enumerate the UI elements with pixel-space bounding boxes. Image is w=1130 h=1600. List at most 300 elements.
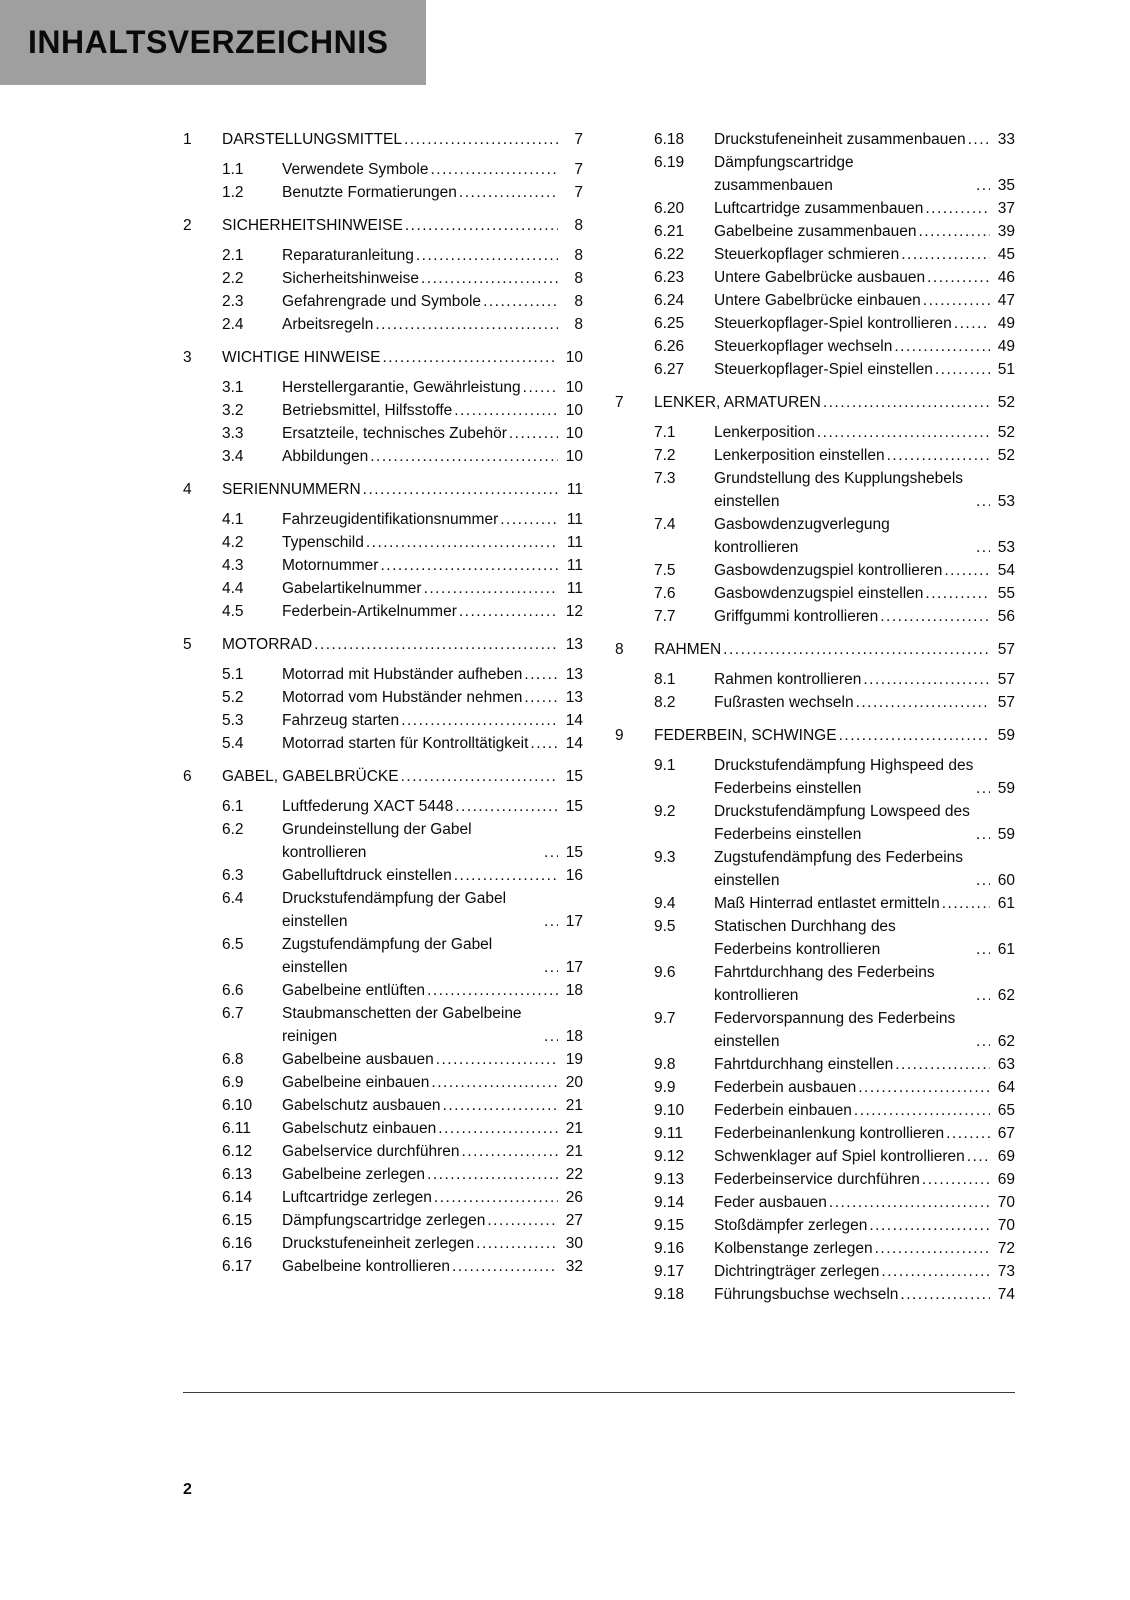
toc-section-entry [183, 290, 583, 313]
toc-entry-page: 59 [997, 780, 1015, 797]
dot-leader [925, 582, 990, 605]
toc-entry-number: 4 [183, 481, 192, 498]
toc-entry-page: 30 [565, 1235, 583, 1252]
toc-entry-number: 7.2 [654, 447, 676, 464]
toc-entry-number: 6.4 [222, 890, 244, 907]
toc-section-entry [615, 582, 1015, 605]
toc-section-entry [183, 313, 583, 336]
toc-entry-page: 54 [997, 562, 1015, 579]
dot-leader [946, 1122, 990, 1145]
toc-entry-number: 4.5 [222, 603, 244, 620]
toc-entry-title: Schwenklager auf Spiel kontrollieren [714, 1148, 965, 1165]
toc-entry-title: Steuerkopflager-Spiel einstellen [714, 361, 933, 378]
toc-entry-number: 7.5 [654, 562, 676, 579]
dot-leader [976, 938, 990, 961]
toc-section-entry [183, 1094, 583, 1117]
toc-entry-page: 67 [997, 1125, 1015, 1142]
toc-section-entry [615, 605, 1015, 628]
toc-entry-number: 9.14 [654, 1194, 685, 1211]
toc-entry-page: 8 [574, 293, 583, 310]
toc-section-entry [183, 887, 583, 933]
toc-entry-page: 64 [997, 1079, 1015, 1096]
dot-leader [523, 376, 558, 399]
dot-leader [459, 181, 558, 204]
toc-entry-page: 61 [997, 895, 1015, 912]
dot-leader [382, 346, 558, 369]
dot-leader [723, 638, 990, 661]
dot-leader [976, 823, 990, 846]
toc-entry-number: 2.3 [222, 293, 244, 310]
dot-leader [923, 289, 990, 312]
toc-column-right [615, 128, 1015, 1306]
toc-entry-page: 60 [997, 872, 1015, 889]
dot-leader [863, 668, 990, 691]
dot-leader [427, 979, 558, 1002]
toc-entry-number: 3.3 [222, 425, 244, 442]
toc-section-entry [615, 151, 1015, 197]
toc-entry-page: 11 [566, 481, 583, 498]
toc-chapter-entry [183, 633, 583, 656]
toc-entry-title: Luftcartridge zerlegen [282, 1189, 432, 1206]
toc-entry-title: Grundstellung des Kupplungshebels einstellen [714, 470, 964, 510]
toc-entry-number: 6.24 [654, 292, 685, 309]
toc-section-entry [615, 220, 1015, 243]
toc-entry-number: 7 [615, 394, 624, 411]
dot-leader [823, 391, 990, 414]
toc-entry-number: 4.1 [222, 511, 244, 528]
toc-entry-number: 6.2 [222, 821, 244, 838]
toc-section-entry [183, 577, 583, 600]
dot-leader [875, 1237, 990, 1260]
toc-section-entry [183, 1232, 583, 1255]
toc-entry-number: 6.12 [222, 1143, 253, 1160]
dot-leader [942, 892, 990, 915]
toc-entry-number: 9.10 [654, 1102, 685, 1119]
toc-section-entry [615, 197, 1015, 220]
dot-leader [544, 1025, 558, 1048]
dot-leader [363, 478, 558, 501]
toc-section-entry [615, 289, 1015, 312]
dot-leader [927, 266, 990, 289]
toc-entry-title: Gabelservice durchführen [282, 1143, 460, 1160]
toc-entry-title: Stoßdämpfer zerlegen [714, 1217, 868, 1234]
toc-entry-page: 7 [574, 131, 583, 148]
toc-section-entry [183, 1163, 583, 1186]
toc-chapter-entry [615, 391, 1015, 414]
toc-entry-page: 10 [565, 379, 583, 396]
toc-entry-title: Motorrad vom Hubständer nehmen [282, 689, 523, 706]
toc-entry-title: Druckstufeneinheit zerlegen [282, 1235, 475, 1252]
toc-entry-title: Typenschild [282, 534, 364, 551]
toc-entry-page: 10 [565, 425, 583, 442]
dot-leader [524, 663, 558, 686]
toc-section-entry [615, 668, 1015, 691]
toc-entry-number: 5.2 [222, 689, 244, 706]
dot-leader [895, 1053, 990, 1076]
toc-entry-page: 46 [997, 269, 1015, 286]
toc-entry-number: 6.16 [222, 1235, 253, 1252]
toc-section-entry [183, 709, 583, 732]
dot-leader [375, 313, 558, 336]
toc-entry-title: SERIENNUMMERN [222, 481, 361, 498]
toc-section-entry [615, 915, 1015, 961]
toc-entry-title: Steuerkopflager wechseln [714, 338, 893, 355]
toc-entry-title: Motorrad mit Hubständer aufheben [282, 666, 523, 683]
toc-entry-page: 62 [997, 1033, 1015, 1050]
toc-entry-page: 70 [997, 1194, 1015, 1211]
toc-section-entry [183, 554, 583, 577]
toc-section-entry [615, 1099, 1015, 1122]
toc-entry-page: 11 [566, 534, 583, 551]
toc-entry-page: 52 [997, 447, 1015, 464]
toc-entry-title: Fahrzeug starten [282, 712, 400, 729]
toc-entry-number: 6.6 [222, 982, 244, 999]
toc-entry-number: 7.4 [654, 516, 676, 533]
toc-section-entry [183, 600, 583, 623]
toc-entry-number: 6.23 [654, 269, 685, 286]
toc-entry-number: 6.11 [222, 1120, 252, 1137]
toc-entry-title: Dichtringträger zerlegen [714, 1263, 880, 1280]
toc-entry-number: 6.13 [222, 1166, 253, 1183]
toc-section-entry [615, 467, 1015, 513]
toc-entry-title: Griffgummi kontrollieren [714, 608, 879, 625]
toc-section-entry [615, 800, 1015, 846]
toc-entry-title: Gefahrengrade und Symbole [282, 293, 482, 310]
toc-entry-page: 10 [565, 349, 583, 366]
toc-section-entry [183, 445, 583, 468]
toc-entry-page: 15 [565, 768, 583, 785]
toc-entry-number: 9.5 [654, 918, 676, 935]
toc-entry-title: Gasbowdenzugspiel kontrollieren [714, 562, 943, 579]
dot-leader [421, 267, 558, 290]
toc-column-left [183, 128, 583, 1306]
dot-leader [839, 724, 990, 747]
toc-section-entry [183, 663, 583, 686]
toc-entry-number: 9.4 [654, 895, 676, 912]
toc-entry-number: 3.2 [222, 402, 244, 419]
page-header [0, 0, 426, 85]
toc-entry-number: 6.21 [654, 223, 685, 240]
dot-leader [856, 691, 990, 714]
toc-entry-page: 49 [997, 315, 1015, 332]
toc-entry-title: Abbildungen [282, 448, 369, 465]
toc-entry-number: 6.26 [654, 338, 685, 355]
dot-leader [544, 956, 558, 979]
dot-leader [401, 709, 558, 732]
dot-leader [944, 559, 990, 582]
toc-entry-number: 6.14 [222, 1189, 253, 1206]
toc-entry-title: Steuerkopflager schmieren [714, 246, 900, 263]
toc-entry-title: Statischen Durchhang des Federbeins kontrollieren [714, 918, 896, 958]
toc-entry-page: 18 [565, 1028, 583, 1045]
toc-entry-title: Herstellergarantie, Gewährleistung [282, 379, 521, 396]
toc-entry-page: 17 [565, 913, 583, 930]
toc-entry-number: 9.13 [654, 1171, 685, 1188]
toc-entry-page: 55 [997, 585, 1015, 602]
toc-section-entry [615, 1076, 1015, 1099]
toc-entry-page: 57 [997, 694, 1015, 711]
toc-section-entry [183, 1048, 583, 1071]
toc-entry-title: Gasbowdenzugverlegung kontrollieren [714, 516, 890, 556]
toc-entry-number: 6.17 [222, 1258, 253, 1275]
toc-section-entry [615, 559, 1015, 582]
toc-entry-title: Gabelschutz einbauen [282, 1120, 437, 1137]
toc-entry-number: 6.1 [222, 798, 244, 815]
dot-leader [530, 732, 558, 755]
toc-entry-number: 8.1 [654, 671, 676, 688]
toc-entry-number: 5 [183, 636, 192, 653]
toc-entry-title: Motorrad starten für Kontrolltätigkeit [282, 735, 529, 752]
toc-section-entry [183, 376, 583, 399]
dot-leader [544, 841, 558, 864]
toc-entry-title: Federbeinanlenkung kontrollieren [714, 1125, 945, 1142]
toc-entry-page: 13 [565, 636, 583, 653]
toc-entry-page: 14 [565, 712, 583, 729]
toc-section-entry [615, 1191, 1015, 1214]
toc-section-entry [615, 1145, 1015, 1168]
dot-leader [416, 244, 558, 267]
toc-entry-number: 5.1 [222, 666, 244, 683]
toc-entry-number: 1 [183, 131, 192, 148]
toc-entry-page: 45 [997, 246, 1015, 263]
toc-entry-title: Gabelbeine einbauen [282, 1074, 430, 1091]
toc-entry-page: 56 [997, 608, 1015, 625]
toc-section-entry [183, 795, 583, 818]
toc-section-entry [183, 1140, 583, 1163]
toc-entry-title: Fußrasten wechseln [714, 694, 854, 711]
toc-entry-page: 10 [565, 448, 583, 465]
toc-entry-title: Maß Hinterrad entlastet ermitteln [714, 895, 940, 912]
toc-entry-number: 9.11 [654, 1125, 684, 1142]
toc-entry-title: Staubmanschetten der Gabelbeine reinigen [282, 1005, 522, 1045]
toc-entry-title: Gabelbeine entlüften [282, 982, 426, 999]
toc-entry-page: 39 [997, 223, 1015, 240]
toc-entry-number: 6.10 [222, 1097, 253, 1114]
toc-section-entry [615, 846, 1015, 892]
page-title: INHALTSVERZEICHNIS [28, 24, 389, 60]
dot-leader [976, 984, 990, 1007]
toc-entry-title: Verwendete Symbole [282, 161, 429, 178]
toc-section-entry [615, 266, 1015, 289]
toc-entry-number: 4.3 [222, 557, 244, 574]
toc-section-entry [183, 818, 583, 864]
dot-leader [881, 1260, 990, 1283]
dot-leader [976, 490, 990, 513]
toc-entry-number: 6.5 [222, 936, 244, 953]
toc-entry-title: MOTORRAD [222, 636, 313, 653]
toc-entry-page: 51 [997, 361, 1015, 378]
toc-entry-page: 21 [565, 1097, 583, 1114]
toc-entry-title: Gabelbeine zerlegen [282, 1166, 426, 1183]
dot-leader [434, 1186, 558, 1209]
toc-chapter-entry [615, 724, 1015, 747]
toc-entry-page: 17 [565, 959, 583, 976]
toc-entry-page: 11 [566, 580, 583, 597]
toc-entry-title: Ersatzteile, technisches Zubehör [282, 425, 507, 442]
toc-entry-number: 6.19 [654, 154, 685, 171]
toc-entry-page: 61 [997, 941, 1015, 958]
toc-entry-page: 15 [565, 798, 583, 815]
toc-entry-page: 13 [565, 666, 583, 683]
toc-entry-title: Grundeinstellung der Gabel kontrollieren [282, 821, 472, 861]
toc-section-entry [615, 1122, 1015, 1145]
toc-chapter-entry [183, 128, 583, 151]
toc-entry-title: Führungsbuchse wechseln [714, 1286, 899, 1303]
toc-entry-title: Federvorspannung des Federbeins einstellen [714, 1010, 956, 1050]
toc-entry-title: Druckstufendämpfung Highspeed des Federbeins einstellen [714, 757, 974, 797]
footer-page-number: 2 [183, 1481, 192, 1498]
dot-leader [452, 1255, 558, 1278]
toc-entry-number: 8.2 [654, 694, 676, 711]
toc-entry-page: 53 [997, 493, 1015, 510]
dot-leader [443, 1094, 558, 1117]
toc-chapter-entry [183, 214, 583, 237]
toc-entry-title: Druckstufendämpfung Lowspeed des Federbeins einstellen [714, 803, 970, 843]
toc-entry-title: Motornummer [282, 557, 379, 574]
dot-leader [455, 795, 558, 818]
toc-entry-number: 6.22 [654, 246, 685, 263]
toc-entry-page: 8 [574, 270, 583, 287]
dot-leader [967, 1145, 990, 1168]
toc-entry-number: 7.7 [654, 608, 676, 625]
toc-entry-page: 11 [566, 557, 583, 574]
toc-entry-page: 47 [997, 292, 1015, 309]
toc-section-entry [615, 1168, 1015, 1191]
dot-leader [401, 765, 558, 788]
toc-section-entry [183, 933, 583, 979]
toc-entry-title: SICHERHEITSHINWEISE [222, 217, 403, 234]
dot-leader [544, 910, 558, 933]
toc-entry-number: 2 [183, 217, 192, 234]
dot-leader [370, 445, 558, 468]
toc-entry-title: Benutzte Formatierungen [282, 184, 457, 201]
toc-section-entry [183, 267, 583, 290]
toc-entry-title: WICHTIGE HINWEISE [222, 349, 381, 366]
toc-section-entry [183, 422, 583, 445]
toc-entry-page: 32 [565, 1258, 583, 1275]
dot-leader [438, 1117, 558, 1140]
dot-leader [487, 1209, 558, 1232]
toc-entry-page: 19 [565, 1051, 583, 1068]
dot-leader [900, 1283, 990, 1306]
toc-entry-title: Kolbenstange zerlegen [714, 1240, 873, 1257]
toc-entry-number: 1.1 [222, 161, 244, 178]
toc-entry-number: 8 [615, 641, 624, 658]
toc-entry-title: Gabelluftdruck einstellen [282, 867, 452, 884]
dot-leader [483, 290, 558, 313]
toc-entry-page: 63 [997, 1056, 1015, 1073]
toc-entry-number: 3.1 [222, 379, 244, 396]
toc-section-entry [615, 1007, 1015, 1053]
toc-entry-page: 21 [565, 1120, 583, 1137]
toc-entry-title: Lenkerposition [714, 424, 815, 441]
toc-entry-page: 11 [566, 511, 583, 528]
dot-leader [887, 444, 990, 467]
toc-entry-number: 7.6 [654, 585, 676, 602]
toc-entry-page: 72 [997, 1240, 1015, 1257]
toc-entry-title: Feder ausbauen [714, 1194, 827, 1211]
toc-section-entry [183, 1209, 583, 1232]
toc-section-entry [183, 732, 583, 755]
toc-entry-page: 18 [565, 982, 583, 999]
toc-entry-page: 69 [997, 1148, 1015, 1165]
toc-section-entry [183, 181, 583, 204]
toc-entry-title: Druckstufeneinheit zusammenbauen [714, 131, 966, 148]
toc-entry-page: 53 [997, 539, 1015, 556]
toc-entry-number: 5.3 [222, 712, 244, 729]
toc-entry-number: 9.2 [654, 803, 676, 820]
toc-section-entry [615, 1053, 1015, 1076]
dot-leader [404, 128, 558, 151]
toc-entry-title: Rahmen kontrollieren [714, 671, 862, 688]
toc-entry-number: 6.25 [654, 315, 685, 332]
toc-entry-title: Gabelbeine kontrollieren [282, 1258, 451, 1275]
toc-section-entry [183, 158, 583, 181]
toc-section-entry [615, 754, 1015, 800]
toc-entry-title: Untere Gabelbrücke einbauen [714, 292, 921, 309]
dot-leader [459, 600, 558, 623]
toc-entry-page: 12 [565, 603, 583, 620]
toc-section-entry [183, 1117, 583, 1140]
toc-entry-title: Gabelartikelnummer [282, 580, 422, 597]
toc-entry-page: 52 [997, 394, 1015, 411]
dot-leader [436, 1048, 558, 1071]
toc-entry-title: Steuerkopflager-Spiel kontrollieren [714, 315, 952, 332]
toc-entry-number: 6.8 [222, 1051, 244, 1068]
toc-entry-page: 8 [574, 316, 583, 333]
toc-entry-number: 6.3 [222, 867, 244, 884]
toc-entry-page: 49 [997, 338, 1015, 355]
toc-section-entry [183, 979, 583, 1002]
toc-section-entry [615, 1283, 1015, 1306]
toc-entry-title: FEDERBEIN, SCHWINGE [654, 727, 837, 744]
dot-leader [500, 508, 558, 531]
footer-divider [183, 1392, 1015, 1393]
toc-entry-page: 27 [565, 1212, 583, 1229]
toc-entry-page: 22 [565, 1166, 583, 1183]
toc-section-entry [615, 513, 1015, 559]
toc-section-entry [615, 128, 1015, 151]
toc-entry-page: 21 [565, 1143, 583, 1160]
toc-entry-title: Sicherheitshinweise [282, 270, 419, 287]
toc-section-entry [183, 399, 583, 422]
toc-entry-number: 9.16 [654, 1240, 685, 1257]
toc-entry-page: 70 [997, 1217, 1015, 1234]
toc-entry-title: LENKER, ARMATUREN [654, 394, 821, 411]
toc-entry-title: Dämpfungscartridge zerlegen [282, 1212, 486, 1229]
dot-leader [430, 158, 558, 181]
toc-section-entry [615, 444, 1015, 467]
dot-leader [919, 220, 991, 243]
toc-section-entry [615, 1260, 1015, 1283]
toc-entry-page: 8 [574, 217, 583, 234]
toc-entry-page: 33 [997, 131, 1015, 148]
toc-entry-page: 59 [997, 826, 1015, 843]
toc-entry-title: Federbein ausbauen [714, 1079, 857, 1096]
toc-entry-number: 4.4 [222, 580, 244, 597]
toc-entry-number: 9.7 [654, 1010, 676, 1027]
dot-leader [454, 864, 558, 887]
dot-leader [829, 1191, 990, 1214]
dot-leader [462, 1140, 559, 1163]
toc-entry-title: Fahrtdurchhang einstellen [714, 1056, 894, 1073]
toc-entry-title: RAHMEN [654, 641, 722, 658]
toc-entry-number: 9.18 [654, 1286, 685, 1303]
toc-entry-number: 6.7 [222, 1005, 244, 1022]
toc-entry-title: Untere Gabelbrücke ausbauen [714, 269, 926, 286]
toc-section-entry [615, 961, 1015, 1007]
toc-section-entry [183, 686, 583, 709]
